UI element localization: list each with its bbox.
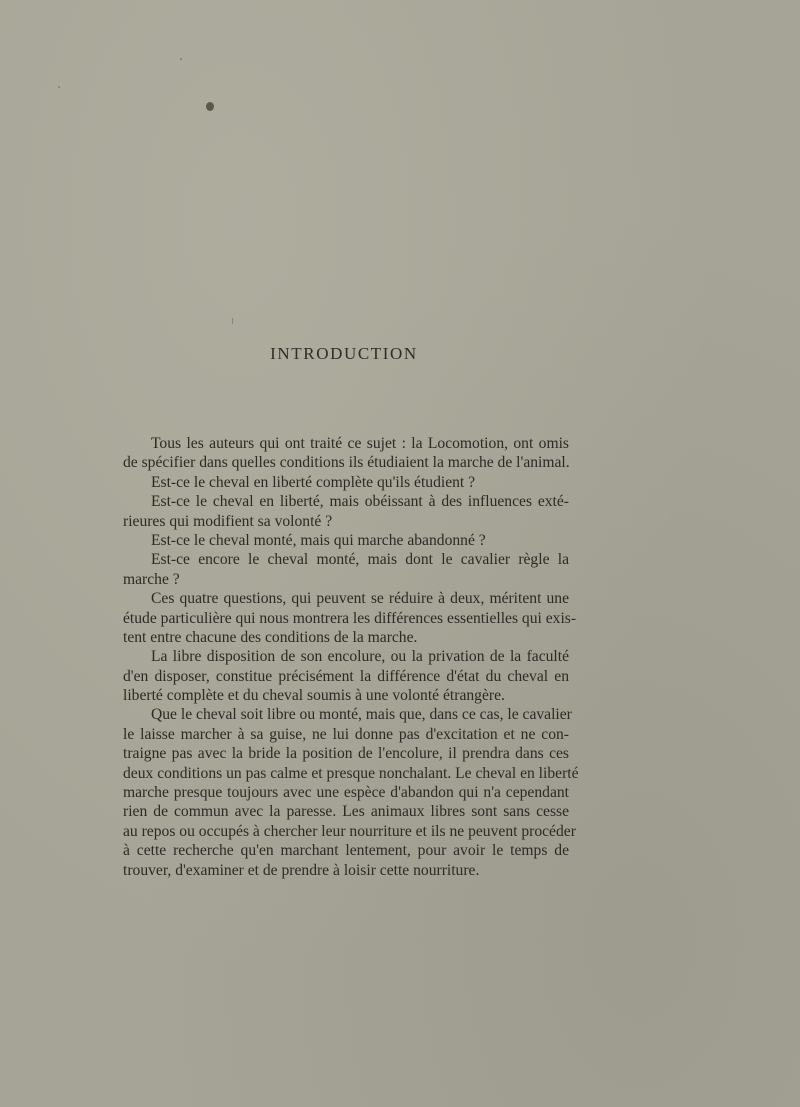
text-line: Tous les auteurs qui ont traité ce sujet : la Locomotion, ont omis [151,435,569,452]
text-line: Que le cheval soit libre ou monté, mais que, dans ce cas, le cavalier [151,706,572,724]
body-text [123,434,579,880]
page-title: INTRODUCTION [270,344,418,363]
text-line: trouver, d'examiner et de prendre à loisir cette nourriture. [123,861,480,879]
ink-spot [206,102,214,111]
text-line: Ces quatre questions, qui peuvent se réduire à deux, méritent une [151,590,569,608]
text-line: d'en disposer, constitue précisément la différence d'état du cheval en [123,667,569,685]
text-line: rieures qui modifient sa volonté ? [123,512,333,530]
text-line: marche ? [123,570,180,588]
text-line: traigne pas avec la bride la position de l'encolure, il prendra dans ces [123,745,569,763]
text-line: de spécifier dans quelles conditions ils étudiaient la marche de l'animal. [123,454,570,472]
text-line: liberté complète et du cheval soumis à une volonté étrangère. [123,687,505,705]
text-line: La libre disposition de son encolure, ou la privation de la faculté [151,648,569,666]
text-line: tent entre chacune des conditions de la marche. [123,628,418,646]
ink-spot [232,318,233,324]
text-line: au repos ou occupés à chercher leur nourriture et ils ne peuvent procéder [123,822,576,840]
text-line: étude particulière qui nous montrera les différences essentielles qui exis- [123,609,577,627]
ink-spot [58,86,60,88]
text-line: à cette recherche qu'en marchant lentement, pour avoir le temps de [123,842,569,860]
text-line: le laisse marcher à sa guise, ne lui donne pas d'excitation et ne con- [123,725,569,743]
text-line: Est-ce le cheval en liberté complète qu'ils étudient ? [151,473,476,491]
ink-spot [180,58,182,60]
text-line: Est-ce le cheval en liberté, mais obéissant à des influences exté- [151,493,569,511]
text-line: deux conditions un pas calme et presque nonchalant. Le cheval en liberté [123,764,579,782]
text-line: rien de commun avec la paresse. Les animaux libres sont sans cesse [123,803,569,821]
text-line: marche presque toujours avec une espèce d'abandon qui n'a cependant [123,784,569,802]
text-line: Est-ce le cheval monté, mais qui marche abandonné ? [151,531,486,549]
text-line: Est-ce encore le cheval monté, mais dont le cavalier règle la [151,551,569,569]
